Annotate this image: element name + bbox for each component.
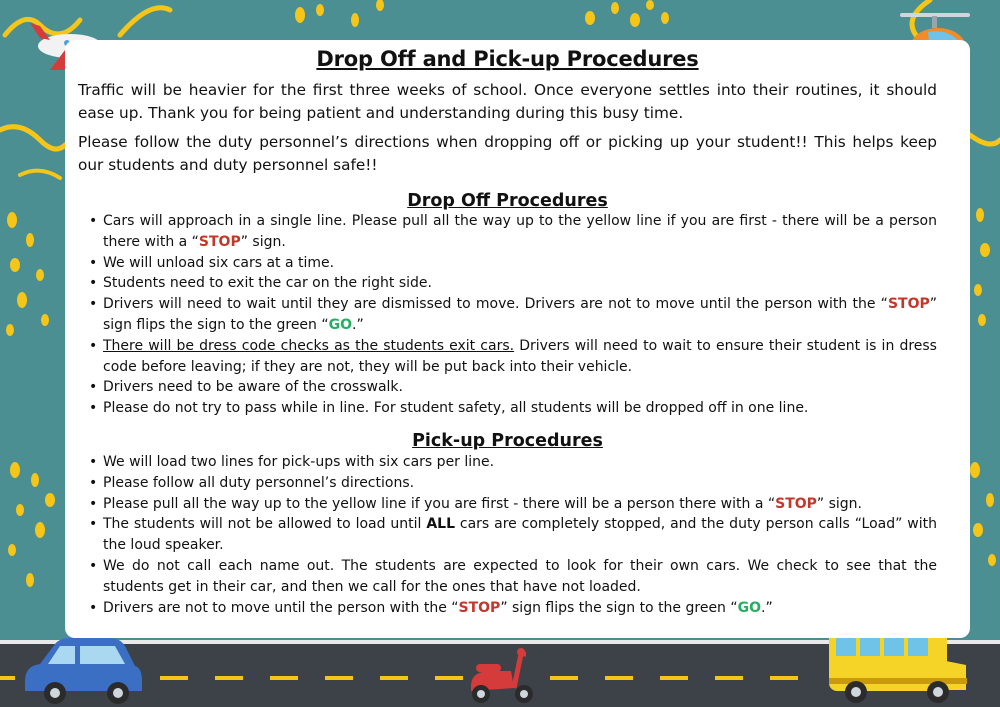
list-item: • Drivers need to be aware of the crosswalk. xyxy=(103,377,937,398)
stop-word: STOP xyxy=(198,233,241,250)
list-item: • Drivers are not to move until the person with the “STOP” sign flips the sign to the green “GO.” xyxy=(103,598,937,619)
list-item: • We will unload six cars at a time. xyxy=(103,253,937,274)
list-item: • We do not call each name out. The students are expected to look for their own cars. We check to see that the students get in their car, and then we call for the ones that have not loaded. xyxy=(103,556,937,598)
drop-off-heading: Drop Off Procedures xyxy=(407,191,608,211)
list-item: • Please pull all the way up to the yellow line if you are first - there will be a person there with a “STOP” sign. xyxy=(103,494,937,515)
page-title: Drop Off and Pick-up Procedures xyxy=(316,47,699,71)
drop-off-list xyxy=(78,211,937,419)
pick-up-heading: Pick-up Procedures xyxy=(412,430,603,451)
go-word: GO xyxy=(328,316,353,333)
go-word: GO xyxy=(737,599,762,616)
intro-paragraph-traffic: Traffic will be heavier for the first three weeks of school. Once everyone settles into their routines, it should ease up. Thank you for being patient and understanding during this busy time. xyxy=(78,81,937,122)
stop-word: STOP xyxy=(775,495,817,512)
list-item: • Students need to exit the car on the right side. xyxy=(103,273,937,294)
list-item: • Drivers will need to wait until they are dismissed to move. Drivers are not to move until the person with the “STOP” sign flips the sign to the green “GO.” xyxy=(103,294,937,336)
stop-word: STOP xyxy=(887,296,930,313)
list-item: • We will load two lines for pick-ups with six cars per line. xyxy=(103,452,937,473)
procedures-document xyxy=(78,47,937,618)
all-word: ALL xyxy=(426,516,455,533)
stop-word: STOP xyxy=(458,599,501,616)
list-item: • Cars will approach in a single line. Please pull all the way up to the yellow line if you are first - there will be a person there with a “STOP” sign. xyxy=(103,211,937,253)
intro-paragraph-directions: Please follow the duty personnel’s directions when dropping off or picking up your student!! This helps keep our students and duty personnel safe!! xyxy=(78,133,937,174)
list-item: • Please do not try to pass while in line. For student safety, all students will be dropped off in one line. xyxy=(103,398,937,419)
list-item: • Please follow all duty personnel’s directions. xyxy=(103,473,937,494)
scooter-icon xyxy=(466,646,538,706)
car-icon xyxy=(20,636,145,706)
list-item: • There will be dress code checks as the students exit cars. Drivers will need to wait to ensure their student is in dress code before leaving; if they are not, they will be put back into their vehicle. xyxy=(103,336,937,378)
dress-code-note: There will be dress code checks as the students exit cars. xyxy=(103,337,515,354)
pick-up-list xyxy=(78,452,937,618)
list-item: • The students will not be allowed to load until ALL cars are completely stopped, and the duty person calls “Load” with the loud speaker. xyxy=(103,514,937,556)
